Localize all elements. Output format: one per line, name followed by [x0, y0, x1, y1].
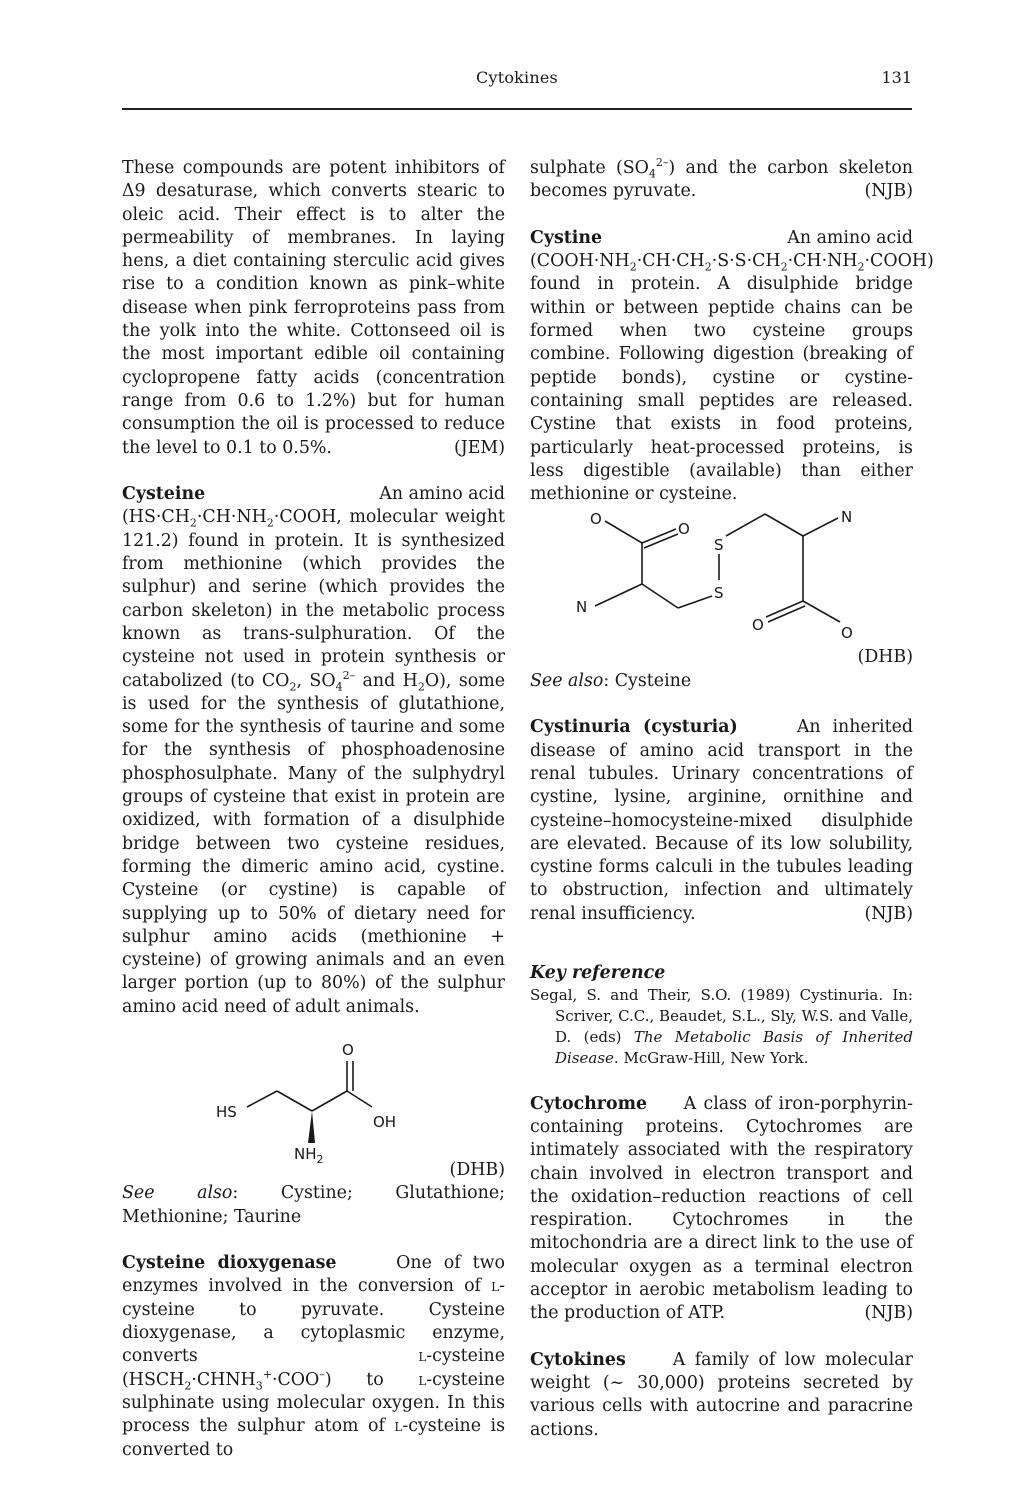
formula-text: (COOH·NH [530, 251, 630, 272]
author-signature: (DHB) [857, 647, 913, 668]
see-also-label: See also [530, 670, 604, 691]
atom-label-o: O [590, 510, 602, 529]
headword: Cysteine [122, 484, 206, 505]
author-signature: (NJB) [864, 903, 913, 924]
atom-label-s: S [714, 584, 724, 603]
subscript: 2 [417, 680, 425, 693]
intro-text: These compounds are potent inhibitors of Δ9 desaturase, which converts stearic to oleic acid. Their effect is to alter the permeability of membranes. In laying hens, a diet containing sterculic acid gives rise to a condition known as pink–white disease when pink ferroproteins pass from the yolk into the white. Cottonseed oil is the most important edible oil containing cyclopropene fatty acids (concentration range from 0.6 to 1.2%) but for human consumption the oil is processed to reduce the level to 0.1 to 0.5%. [122, 158, 505, 458]
superscript: 2– [342, 668, 356, 682]
right-column [530, 156, 934, 1465]
body-text: ·COOH, molecular weight 121.2) found in protein. It is synthesized from methionine (which provides the sulphur) and serine (which provides the carbon skeleton) in the metabolic process known as trans-sulphuration. Of the cysteine not used in protein synthesis or catabolized (to CO [122, 507, 505, 691]
body-text: -cysteine is converted to [122, 1416, 505, 1460]
body-text: ·COO [271, 1369, 320, 1390]
left-column [122, 157, 505, 1485]
subscript: 2 [857, 260, 865, 274]
small-caps: l [394, 1416, 403, 1437]
atom-label-hs: HS [216, 1102, 237, 1121]
cysteine-structure [122, 1019, 505, 1166]
key-reference-block [530, 962, 913, 1069]
body-text: O), some is used for the synthesis of glutathione, some for the synthesis of taurine and some for the synthesis of phosphoadenosine phosphosulphate. Many of the sulphydryl groups of cysteine that exist in protein are oxidized, with formation of a disulphide bridge between two cysteine residues, forming the dimeric amino acid, cystine. Cysteine (or cystine) is capable of supplying up to 50% of dietary need for sulphur amino acids (methionine + cysteine) of growing animals and an even larger portion (up to 80%) of the sulphur amino acid need of adult animals. [122, 670, 506, 1017]
running-title: Cytokines [476, 68, 558, 87]
body-text: ) and the carbon skeleton becomes pyruvate. [530, 158, 913, 202]
atom-label-nh2: $NH_2$ [294, 1144, 324, 1166]
headword: Cytochrome [530, 1093, 648, 1114]
reference-text: Segal, S. and Their, S.O. (1989) Cystinuria. In: Scriver, C.C., Beaudet, S.L., Sly, W.S. and Valle, D. (eds) [530, 986, 913, 1047]
headword: Cytokines [530, 1349, 626, 1370]
short-definition: An amino acid [787, 227, 913, 248]
body-text: sulphate (SO [530, 158, 649, 178]
headword: Cystine [530, 227, 603, 248]
entry-cysteine [122, 483, 505, 1229]
body-text: ·COOH) found in protein. A disulphide bridge within or between peptide chains can be formed when two cysteine groups combine. Following digestion (breaking of peptide bonds), cystine or cystine-containing small peptides are released. Cystine that exists in food proteins, particularly heat-processed proteins, is less digestible (available) than either methionine or cysteine. [530, 251, 934, 505]
header-rule [122, 108, 912, 110]
subscript: 2 [629, 260, 637, 274]
atom-label-o: O [841, 624, 853, 643]
entry-cysteine-dioxygenase [122, 1252, 505, 1462]
author-signature: (NJB) [864, 181, 913, 202]
atom-label-s: S [714, 536, 724, 555]
superscript: 2– [655, 156, 669, 170]
page-number: 131 [881, 68, 912, 87]
author-signature: (JEM) [453, 437, 505, 458]
formula-text: ·CH·CH [636, 251, 705, 272]
reference-title: The Metabolic Basis of Inherited Disease [555, 1028, 913, 1068]
formula-text: ·S·S·CH [711, 251, 781, 272]
headword: Cysteine dioxygenase [122, 1253, 337, 1274]
atom-label-n: N [576, 598, 588, 617]
atom-label-oh: OH [373, 1112, 397, 1131]
entry-cytokines [530, 1349, 913, 1442]
small-caps: l [418, 1346, 427, 1367]
see-also [530, 670, 913, 693]
body-text: One of two enzymes involved in the conversion of [122, 1253, 505, 1297]
wedge-bond [308, 1111, 315, 1143]
body-text: -cysteine (HSCH [122, 1346, 505, 1390]
subscript: 2 [704, 260, 712, 274]
author-signature: (DHB) [449, 1159, 505, 1180]
entry-cytochrome [530, 1093, 913, 1326]
entry-cystinuria [530, 716, 913, 926]
superscript: – [319, 1367, 325, 1381]
author-signature: (NJB) [864, 1303, 913, 1324]
entry-intro-continuation [122, 157, 505, 460]
body-text: and H [355, 670, 418, 691]
short-definition: An amino acid [379, 484, 505, 505]
atom-label-o: O [678, 520, 690, 539]
subscript: 4 [648, 167, 656, 181]
atom-label-o: O [752, 616, 764, 635]
atom-label-n: N [841, 508, 853, 527]
body-text: -cysteine to pyruvate. Cysteine dioxygenase, a cytoplasmic enzyme, converts [122, 1276, 505, 1367]
atom-label-o: O [342, 1040, 354, 1059]
entry-cystine [530, 227, 934, 693]
subscript: 2 [289, 680, 297, 693]
body-text: A family of low molecular weight (~ 30,000) proteins secreted by various cells with autocrine and paracrine actions. [530, 1349, 913, 1440]
see-also-text: : Cysteine [603, 670, 692, 691]
small-caps: l [491, 1276, 500, 1297]
see-also-label: See also [122, 1183, 233, 1204]
formula-text: ·CH·NH [196, 507, 267, 528]
body-text: , SO [296, 670, 336, 691]
subscript: 2 [780, 260, 788, 274]
superscript: + [262, 1367, 272, 1381]
subscript: 2 [266, 516, 274, 530]
subscript: 2 [184, 1379, 192, 1393]
running-header [122, 68, 912, 92]
subscript: 3 [255, 1379, 263, 1393]
body-text: -cysteine sulphinate using molecular oxygen. In this process the sulphur atom of [122, 1369, 505, 1437]
cystine-structure [530, 506, 913, 646]
reference-text: . McGraw-Hill, New York. [613, 1049, 809, 1068]
key-reference-heading: Key reference [530, 963, 666, 984]
body-text: A class of iron-porphyrin-containing proteins. Cytochromes are intimately associated with the respiratory chain involved in electron transport and the oxidation–reduction reactions of cell respiration. Cytochromes in the mitochondria are a direct link to the use of molecular oxygen as a terminal electron acceptor in aerobic metabolism leading to the production of ATP. [530, 1093, 914, 1324]
reference-item [530, 985, 913, 1069]
formula-text: ·CH·NH [787, 251, 858, 272]
entry-dioxygenase-continuation [530, 157, 913, 204]
body-text: ) to [324, 1369, 419, 1390]
small-caps: l [418, 1369, 427, 1390]
see-also-text: : Cystine; Glutathione; Methionine; Taurine [122, 1183, 505, 1227]
subscript: 4 [335, 680, 343, 693]
headword: Cystinuria (cysturia) [530, 717, 738, 738]
subscript: 2 [189, 516, 197, 530]
formula-text: (HS·CH [122, 507, 190, 528]
body-text: An inherited disease of amino acid transport in the renal tubules. Urinary concentrations of cystine, lysine, arginine, ornithine and cysteine–homocysteine-mixed disulphide are elevated. Because of its low solubility, cystine forms calculi in the tubules leading to obstruction, infection and ultimately renal insufficiency. [530, 717, 913, 924]
see-also [122, 1182, 505, 1229]
body-text: ·CHNH [191, 1369, 256, 1390]
